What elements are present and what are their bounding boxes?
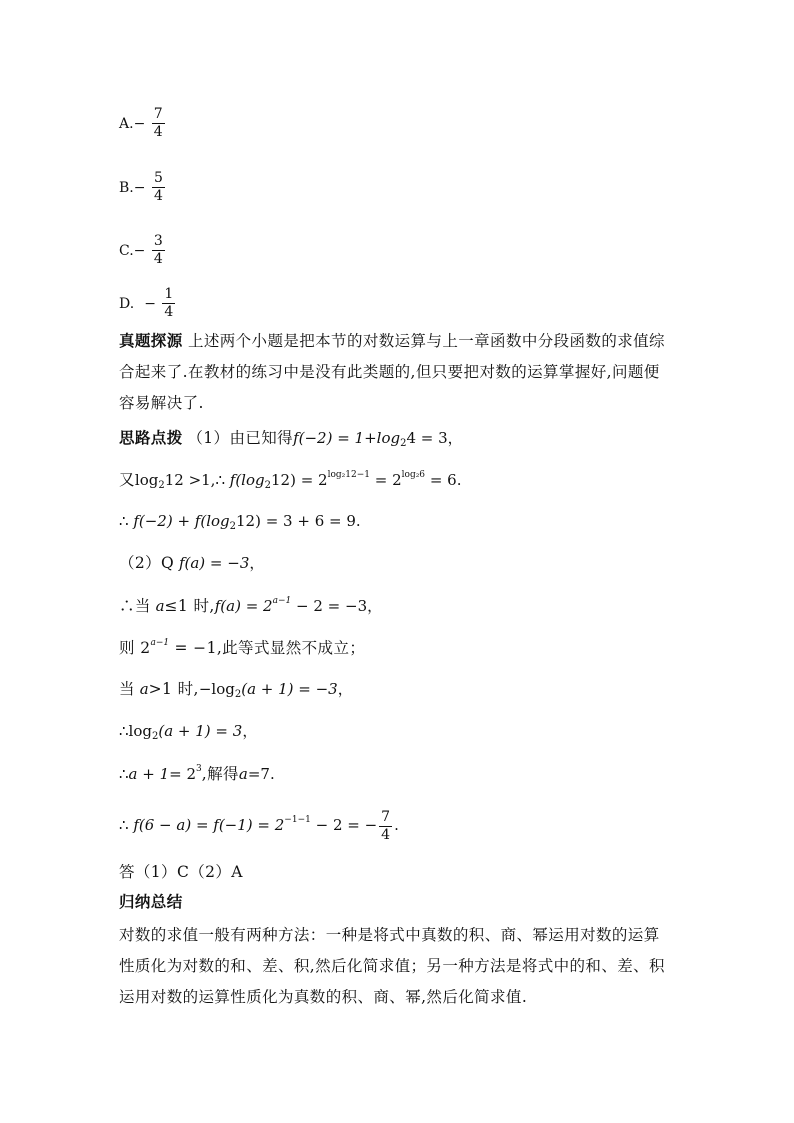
hint-line-8 <box>119 721 257 741</box>
hint-l5-sup: a−1 <box>272 596 292 606</box>
hint-line-1 <box>119 428 463 448</box>
hint-l9-e: =7. <box>247 765 275 783</box>
hint-l10-den: 4 <box>381 826 391 843</box>
hint-l2-b: 12 >1,∴ <box>164 471 225 489</box>
hint-l8-c: (a + 1) = 3 <box>158 722 243 740</box>
hint-l5-var: a <box>155 597 165 615</box>
hint-l5-end: ， <box>367 597 383 615</box>
source-line-3: 容易解决了. <box>119 394 204 412</box>
hint-l2-sub2: 2 <box>264 480 271 491</box>
option-b-den: 4 <box>153 188 163 204</box>
hint-l2-e: = 2 <box>369 471 402 489</box>
hint-l10-c: − 2 = − <box>310 816 378 834</box>
hint-l2-sup1: log₂12−1 <box>327 470 370 480</box>
option-a <box>119 106 167 141</box>
hint-l9-a: ∴ <box>119 765 129 783</box>
hint-l2-f: = 6 <box>425 471 457 489</box>
hint-l7-d: (a + 1) = −3 <box>241 680 338 698</box>
source-text-1: 上述两个小题是把本节的对数运算与上一章函数中分段函数的求值综 <box>187 332 665 350</box>
hint-l7-c: −log <box>198 680 235 698</box>
hint-line-7 <box>119 679 353 699</box>
hint-l7-sub: 2 <box>234 689 242 700</box>
option-b-num: 5 <box>153 170 163 186</box>
option-a-label: A. <box>119 115 134 132</box>
hint-l4-end: ， <box>249 554 265 572</box>
hint-l5-a: ∴当 <box>119 597 151 615</box>
option-d-fraction <box>162 286 175 321</box>
hint-l9-var: a <box>238 765 248 783</box>
hint-l6-sup: a−1 <box>150 638 170 648</box>
hint-l2-c: f(log <box>229 471 265 489</box>
hint-line-6 <box>119 638 365 658</box>
option-a-sign: − <box>133 115 146 132</box>
hint-line-5 <box>119 596 382 616</box>
hint-l7-end: ， <box>337 680 353 698</box>
summary-line-1: 对数的求值一般有两种方法：一种是将式中真数的积、商、幂运用对数的运算 <box>119 926 660 944</box>
source-line-1 <box>119 331 665 351</box>
hint-line-3 <box>119 511 361 531</box>
hint-l2-pre: 又 <box>119 471 135 489</box>
hint-l2-a: log <box>134 471 159 489</box>
hint-l6-a: 则 2 <box>119 639 151 657</box>
hint-l8-a: ∴ <box>119 722 129 740</box>
hint-l9-d: ,解得 <box>201 765 239 783</box>
hint-line-2 <box>119 470 461 490</box>
hint-l7-var: a <box>139 680 149 698</box>
hint-title: 思路点拨 <box>119 428 183 447</box>
hint-l3-end: . <box>355 512 361 530</box>
hint-l5-c: f(a) = 2 <box>214 597 273 615</box>
hint-l10-fraction <box>379 809 392 844</box>
option-d-sign: − <box>144 295 156 312</box>
hint-l9-c: = 2 <box>169 765 197 783</box>
hint-l7-a: 当 <box>119 680 135 698</box>
hint-l4-b: f(a) = −3 <box>178 554 250 572</box>
option-c-label: C. <box>119 242 134 259</box>
hint-l1-end: ， <box>447 429 463 447</box>
summary-title: 归纳总结 <box>119 892 183 911</box>
option-c <box>119 233 167 268</box>
hint-l10-num: 7 <box>381 808 391 825</box>
hint-l5-b: ≤1 时, <box>164 597 215 615</box>
option-c-num: 3 <box>153 233 163 249</box>
summary-line-2: 性质化为对数的和、差、积,然后化简求值；另一种方法是将式中的和、差、积 <box>119 957 665 975</box>
hint-l1-tail: 4 = 3 <box>406 429 448 447</box>
hint-l8-end: ， <box>242 722 258 740</box>
hint-l2-sub: 2 <box>158 480 165 491</box>
option-b-label: B. <box>119 179 134 196</box>
hint-l3-c: 12) = 3 + 6 = 9 <box>236 512 356 530</box>
hint-l10-a: ∴ <box>119 816 129 834</box>
hint-l3-sub: 2 <box>229 521 237 532</box>
hint-l8-sub: 2 <box>151 731 159 742</box>
hint-l2-end: . <box>456 471 462 489</box>
hint-l10-sup: −1−1 <box>284 815 311 825</box>
hint-l3-a: ∴ <box>119 512 129 530</box>
option-d-num: 1 <box>164 286 174 302</box>
option-b <box>119 170 167 205</box>
hint-l3-b: f(−2) + f(log <box>133 512 230 530</box>
option-d-den: 4 <box>164 304 174 320</box>
option-c-den: 4 <box>153 251 163 267</box>
hint-l4-a: （2）Q <box>119 554 175 572</box>
hint-l5-d: − 2 = −3 <box>291 597 368 615</box>
option-a-fraction <box>152 106 165 141</box>
hint-line-4 <box>119 553 264 573</box>
option-b-sign: − <box>133 179 146 196</box>
hint-l2-d: 12) = 2 <box>271 471 328 489</box>
hint-l10-b: f(6 − a) = f(−1) = 2 <box>133 816 285 834</box>
hint-l7-b: >1 时, <box>148 680 199 698</box>
option-a-num: 7 <box>153 106 163 122</box>
option-b-fraction <box>152 170 165 205</box>
source-line-2: 合起来了.在教材的练习中是没有此类题的,但只要把对数的运算掌握好,问题便 <box>119 363 660 381</box>
hint-line-9 <box>119 764 275 784</box>
option-c-fraction <box>152 233 165 268</box>
hint-intro: （1）由已知得 <box>187 429 294 447</box>
option-c-sign: − <box>133 242 146 259</box>
summary-line-3: 运用对数的运算性质化为真数的积、商、幂,然后化简求值. <box>119 988 528 1006</box>
hint-l1-expr: f(−2) = 1+log <box>293 429 401 447</box>
option-a-den: 4 <box>153 124 163 140</box>
answer-line: 答（1）C（2）A <box>119 863 243 881</box>
option-d-label: D. <box>119 295 135 312</box>
option-d <box>119 286 177 321</box>
hint-l6-b: = −1,此等式显然不成立； <box>169 639 366 657</box>
hint-l9-sup: 3 <box>196 764 202 774</box>
hint-l1-sub: 2 <box>400 438 407 449</box>
hint-l9-b: a + 1 <box>128 765 170 783</box>
hint-l10-end: . <box>394 816 399 834</box>
hint-l2-sup2: log₂6 <box>401 470 426 480</box>
hint-line-10 <box>119 808 399 844</box>
source-title: 真题探源 <box>119 331 183 350</box>
hint-l8-b: log <box>128 722 152 740</box>
